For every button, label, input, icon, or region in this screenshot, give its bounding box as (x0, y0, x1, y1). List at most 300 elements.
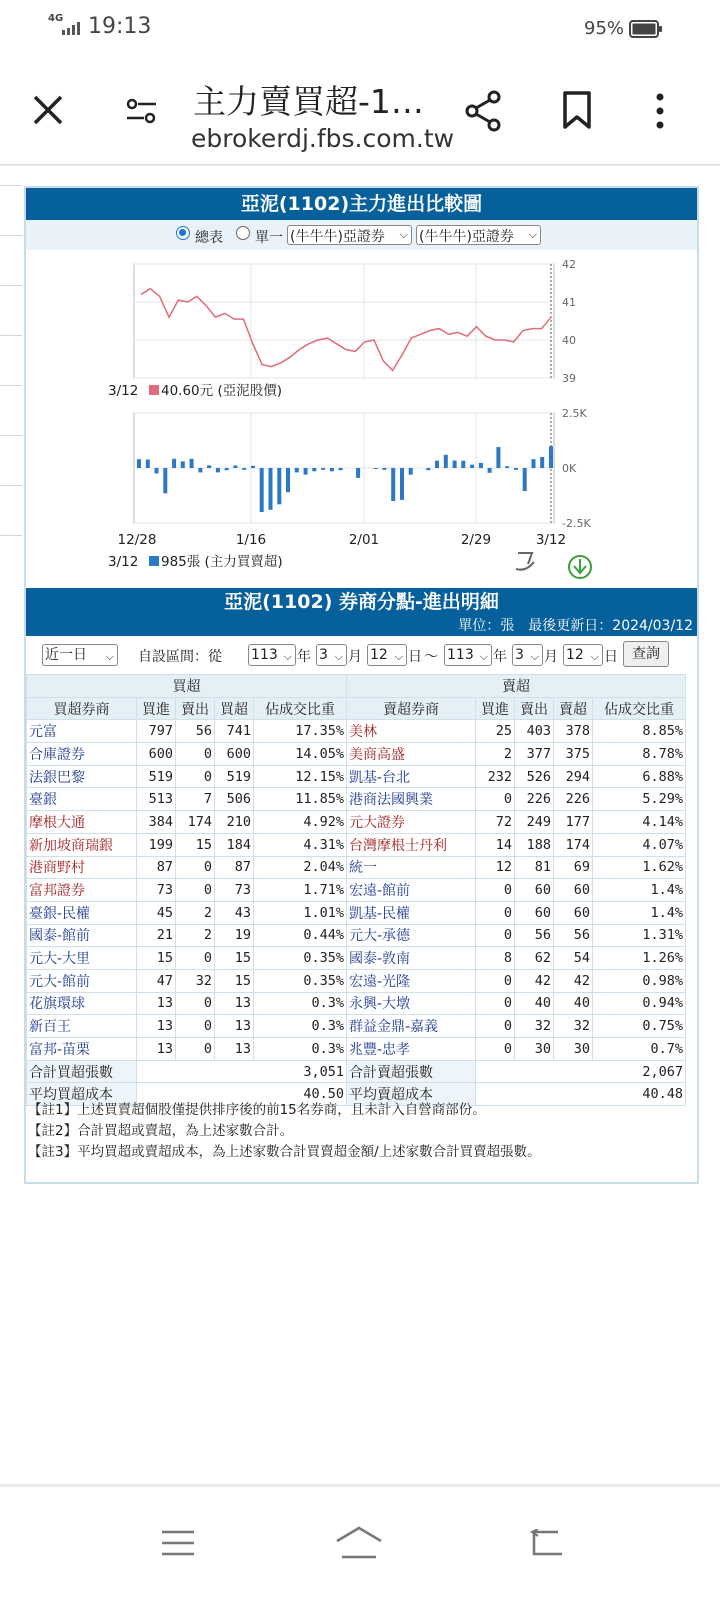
table-row (27, 901, 686, 924)
sell-bought: 14 (476, 833, 515, 856)
buy-share: 0.3% (254, 1015, 347, 1038)
sell-net: 375 (554, 743, 593, 766)
system-nav-bar (0, 1484, 720, 1600)
volume-bar (339, 468, 343, 470)
avg-cost-row-buy-value: 40.50 (137, 1083, 347, 1106)
volume-bar (505, 466, 509, 468)
price-legend-date: 3/12 (108, 383, 139, 399)
table-row (27, 969, 686, 992)
page-title: 主力賣買超-1… (193, 82, 424, 121)
sell-bought: 0 (476, 1015, 515, 1038)
page-divider (0, 535, 22, 536)
from-month-value: 3 (319, 647, 328, 663)
buy-net: 19 (215, 924, 254, 947)
sell-share: 1.4% (593, 879, 686, 902)
buy-broker-link[interactable]: 元富 (27, 720, 137, 743)
chart-panel-title: 亞泥(1102)主力進出比較圖 (26, 188, 697, 220)
volume-bar (409, 468, 413, 475)
buy-bought: 797 (137, 720, 176, 743)
chevron-down-icon: ⌵ (394, 650, 403, 663)
from-year-select[interactable] (248, 644, 296, 666)
volume-bar (260, 468, 264, 512)
sell-broker-link[interactable]: 統一 (347, 856, 476, 879)
sell-broker-link[interactable]: 群益金鼎-嘉義 (347, 1015, 476, 1038)
volume-bar (330, 468, 334, 471)
buy-share: 0.35% (254, 969, 347, 992)
sell-bought: 72 (476, 811, 515, 834)
sell-sold: 62 (515, 947, 554, 970)
chevron-down-icon: ⌵ (105, 650, 114, 663)
sell-broker-link[interactable]: 宏遠-光隆 (347, 969, 476, 992)
sell-sold: 30 (515, 1038, 554, 1061)
page-url[interactable]: ebrokerdj.fbs.com.tw (191, 124, 455, 153)
volume-bar (295, 468, 299, 472)
chevron-down-icon: ⌵ (283, 650, 292, 663)
sell-net: 69 (554, 856, 593, 879)
sell-broker-link[interactable]: 宏遠-館前 (347, 879, 476, 902)
sell-sold: 60 (515, 901, 554, 924)
buy-bought: 600 (137, 743, 176, 766)
buy-share: 1.01% (254, 901, 347, 924)
sell-net: 174 (554, 833, 593, 856)
table-row (27, 924, 686, 947)
from-year-value: 113 (251, 647, 278, 663)
buy-column-header: 佔成交比重 (254, 697, 347, 720)
buy-broker-link[interactable]: 法銀巴黎 (27, 765, 137, 788)
sell-broker-link[interactable]: 美商高盛 (347, 743, 476, 766)
sell-broker-link[interactable]: 元大-承德 (347, 924, 476, 947)
volume-bar (198, 468, 202, 472)
sell-share: 0.75% (593, 1015, 686, 1038)
volume-bar (155, 468, 159, 474)
radio-all-label: 總表 (195, 230, 223, 246)
buy-net: 13 (215, 992, 254, 1015)
volume-legend-date: 3/12 (108, 554, 139, 570)
chevron-down-icon: ⌵ (530, 650, 539, 663)
broker-select-2[interactable] (416, 225, 541, 245)
battery-percent: 95% (584, 18, 625, 39)
total-row-sell-label: 合計賣超張數 (347, 1060, 476, 1083)
sell-net: 56 (554, 924, 593, 947)
price-legend-value: 40.60元 (亞泥股價) (161, 383, 282, 399)
buy-broker-link[interactable]: 臺銀-民權 (27, 901, 137, 924)
buy-share: 1.71% (254, 879, 347, 902)
month-unit: 月 (348, 649, 362, 665)
site-settings-icon[interactable] (124, 96, 160, 126)
volume-bar (225, 468, 229, 470)
x-tick-label: 3/12 (535, 532, 567, 548)
page-divider (0, 485, 22, 486)
buy-sold: 0 (176, 1015, 215, 1038)
buy-share: 4.31% (254, 833, 347, 856)
sell-broker-link[interactable]: 永興-大墩 (347, 992, 476, 1015)
sell-bought: 12 (476, 856, 515, 879)
buy-share: 0.35% (254, 947, 347, 970)
footnotes (26, 1100, 697, 1163)
buy-bought: 87 (137, 856, 176, 879)
buy-broker-link[interactable]: 新百王 (27, 1015, 137, 1038)
sell-column-header: 佔成交比重 (593, 697, 686, 720)
buy-net: 519 (215, 765, 254, 788)
period-select[interactable] (42, 644, 118, 666)
table-row (27, 856, 686, 879)
buy-bought: 15 (137, 947, 176, 970)
volume-bar (277, 468, 281, 504)
volume-bar (242, 468, 246, 470)
price-y-tick-label: 41 (562, 296, 576, 309)
sell-net: 40 (554, 992, 593, 1015)
sell-bought: 0 (476, 924, 515, 947)
broker-select-1-value: (牛牛牛)亞證券 (290, 229, 385, 245)
volume-y-tick-label: 0K (562, 462, 577, 475)
buy-net: 506 (215, 788, 254, 811)
buy-broker-link[interactable]: 花旗環球 (27, 992, 137, 1015)
page-divider (0, 235, 22, 236)
sell-sold: 32 (515, 1015, 554, 1038)
sell-group-header: 賣超 (347, 675, 686, 698)
buy-broker-link[interactable]: 港商野村 (27, 856, 137, 879)
sell-sold: 40 (515, 992, 554, 1015)
buy-share: 2.04% (254, 856, 347, 879)
volume-bar (479, 463, 483, 468)
volume-bar (163, 468, 167, 493)
radio-single[interactable] (236, 226, 250, 240)
buy-bought: 13 (137, 992, 176, 1015)
volume-bar (269, 468, 273, 510)
broker-select-2-value: (牛牛牛)亞證券 (419, 229, 514, 245)
sell-net: 32 (554, 1015, 593, 1038)
recent-apps-icon[interactable] (160, 1529, 196, 1557)
volume-bar (304, 468, 308, 475)
signal-icon (62, 22, 82, 36)
note-1: 【註1】上述買賣超個股僅提供排序後的前15名券商，且未計入自營商部份。 (28, 1102, 486, 1118)
sell-share: 5.29% (593, 788, 686, 811)
sell-sold: 377 (515, 743, 554, 766)
sell-net: 294 (554, 765, 593, 788)
buy-column-header: 買超 (215, 697, 254, 720)
price-y-tick-label: 40 (562, 334, 576, 347)
volume-bar (286, 468, 290, 492)
volume-bar (453, 461, 457, 469)
volume-bar (137, 459, 141, 468)
buy-sold: 0 (176, 1038, 215, 1061)
range-separator: ～ (424, 649, 438, 665)
volume-bar (321, 468, 325, 470)
sell-sold: 526 (515, 765, 554, 788)
volume-bar (356, 468, 360, 478)
sell-sold: 56 (515, 924, 554, 947)
buy-net: 210 (215, 811, 254, 834)
buy-share: 0.3% (254, 992, 347, 1015)
total-row-buy-value: 3,051 (137, 1060, 347, 1083)
price-y-axis (562, 258, 576, 385)
buy-net: 184 (215, 833, 254, 856)
total-row-buy-label: 合計買超張數 (27, 1060, 137, 1083)
table-row (27, 743, 686, 766)
avg-cost-row-buy-label: 平均買超成本 (27, 1083, 137, 1106)
sell-net: 60 (554, 879, 593, 902)
status-bar (0, 0, 720, 56)
buy-bought: 47 (137, 969, 176, 992)
buy-share: 0.44% (254, 924, 347, 947)
to-year-value: 113 (447, 647, 474, 663)
sell-share: 1.4% (593, 901, 686, 924)
volume-bar (532, 459, 536, 468)
from-day-select[interactable] (367, 644, 407, 666)
sell-share: 4.07% (593, 833, 686, 856)
radio-single-label: 單一 (255, 230, 283, 246)
buy-column-header: 買進 (137, 697, 176, 720)
sell-share: 0.94% (593, 992, 686, 1015)
radio-all[interactable] (176, 226, 190, 240)
buy-bought: 13 (137, 1038, 176, 1061)
table-row (27, 811, 686, 834)
to-month-select[interactable] (512, 644, 543, 666)
main-chart (26, 250, 697, 588)
page-divider (0, 335, 22, 336)
page-divider (0, 385, 22, 386)
back-icon[interactable] (528, 1529, 564, 1557)
volume-legend-swatch (149, 556, 159, 566)
sell-sold: 249 (515, 811, 554, 834)
download-icon[interactable] (569, 556, 591, 578)
volume-bar (461, 461, 465, 468)
volume-bar (470, 465, 474, 468)
sell-bought: 8 (476, 947, 515, 970)
chevron-down-icon: ⌵ (334, 650, 343, 663)
buy-sold: 0 (176, 765, 215, 788)
buy-column-header: 買超券商 (27, 697, 137, 720)
buy-sold: 0 (176, 992, 215, 1015)
buy-bought: 384 (137, 811, 176, 834)
buy-broker-link[interactable]: 合庫證券 (27, 743, 137, 766)
chevron-down-icon: ⌵ (479, 650, 488, 663)
buy-net: 43 (215, 901, 254, 924)
buy-broker-link[interactable]: 國泰-館前 (27, 924, 137, 947)
column-headers (27, 697, 686, 720)
sell-sold: 60 (515, 879, 554, 902)
buy-net: 15 (215, 969, 254, 992)
x-tick-label: 2/29 (460, 532, 492, 548)
buy-sold: 32 (176, 969, 215, 992)
table-row (27, 947, 686, 970)
buy-net: 87 (215, 856, 254, 879)
sell-bought: 0 (476, 901, 515, 924)
volume-y-axis (562, 407, 591, 530)
buy-share: 17.35% (254, 720, 347, 743)
price-y-tick-label: 42 (562, 258, 576, 271)
sell-broker-link[interactable]: 元大證券 (347, 811, 476, 834)
buy-broker-link[interactable]: 元大-大里 (27, 947, 137, 970)
network-type: 4G (48, 13, 64, 24)
volume-bar (251, 466, 255, 468)
sell-bought: 2 (476, 743, 515, 766)
clock: 19:13 (88, 14, 152, 39)
sell-bought: 0 (476, 969, 515, 992)
volume-bar (496, 447, 500, 468)
sell-broker-link[interactable]: 台灣摩根士丹利 (347, 833, 476, 856)
sell-share: 6.88% (593, 765, 686, 788)
chevron-down-icon: ⌵ (399, 228, 408, 241)
note-2: 【註2】合計買超或賣超，為上述家數合計。 (28, 1123, 294, 1139)
buy-sold: 174 (176, 811, 215, 834)
volume-bar (391, 468, 395, 501)
volume-bar (488, 468, 492, 473)
sell-share: 1.31% (593, 924, 686, 947)
table-row (27, 879, 686, 902)
buy-broker-link[interactable]: 富邦-苗栗 (27, 1038, 137, 1061)
volume-bar (523, 468, 527, 491)
buy-sold: 0 (176, 743, 215, 766)
x-axis-ticks (118, 532, 567, 548)
volume-bar (233, 465, 237, 468)
price-chart (108, 258, 576, 399)
buy-net: 600 (215, 743, 254, 766)
sell-broker-link[interactable]: 兆豐-忠孝 (347, 1038, 476, 1061)
day-unit: 日 (604, 649, 618, 665)
buy-bought: 519 (137, 765, 176, 788)
volume-legend-value: 985張 (主力買賣超) (161, 554, 283, 570)
broker-select-1[interactable] (287, 225, 412, 245)
buy-net: 13 (215, 1038, 254, 1061)
volume-bar (426, 468, 430, 470)
custom-range-label: 自設區間：從 (138, 649, 222, 665)
buy-column-header: 賣出 (176, 697, 215, 720)
volume-y-tick-label: -2.5K (562, 517, 591, 530)
avg-cost-row-sell-value: 40.48 (476, 1083, 686, 1106)
sell-broker-link[interactable]: 國泰-敦南 (347, 947, 476, 970)
volume-bar (540, 457, 544, 468)
volume-bar (382, 468, 386, 470)
buy-bought: 199 (137, 833, 176, 856)
detail-unit-updated: 單位：張 最後更新日：2024/03/12 (26, 616, 697, 636)
sell-broker-link[interactable]: 凱基-台北 (347, 765, 476, 788)
volume-bar (400, 468, 404, 500)
sell-bought: 0 (476, 879, 515, 902)
volume-bar (514, 468, 518, 470)
more-menu-icon[interactable] (654, 92, 666, 130)
sell-column-header: 賣超券商 (347, 697, 476, 720)
buy-broker-link[interactable]: 元大-館前 (27, 969, 137, 992)
sell-broker-link[interactable]: 美林 (347, 720, 476, 743)
detail-title: 亞泥(1102) 券商分點-進出明細 (26, 588, 697, 616)
sell-share: 8.78% (593, 743, 686, 766)
to-year-select[interactable] (444, 644, 492, 666)
buy-share: 12.15% (254, 765, 347, 788)
buy-broker-link[interactable]: 摩根大通 (27, 811, 137, 834)
table-row (27, 1015, 686, 1038)
buy-sold: 0 (176, 879, 215, 902)
query-button[interactable]: 查詢 (623, 641, 669, 667)
buy-sold: 0 (176, 947, 215, 970)
buy-broker-link[interactable]: 臺銀 (27, 788, 137, 811)
buy-sold: 7 (176, 788, 215, 811)
buy-share: 0.3% (254, 1038, 347, 1061)
sell-sold: 42 (515, 969, 554, 992)
table-row (27, 720, 686, 743)
year-unit: 年 (297, 649, 311, 665)
buy-bought: 21 (137, 924, 176, 947)
sell-broker-link[interactable]: 港商法國興業 (347, 788, 476, 811)
chart-controls (26, 220, 697, 250)
volume-bar (172, 459, 176, 468)
sell-share: 1.26% (593, 947, 686, 970)
volume-bar (549, 446, 553, 468)
sell-broker-link[interactable]: 凱基-民權 (347, 901, 476, 924)
buy-bought: 13 (137, 1015, 176, 1038)
broker-table (26, 674, 686, 1106)
buy-broker-link[interactable]: 新加坡商瑞銀 (27, 833, 137, 856)
table-row (27, 1038, 686, 1061)
sell-sold: 81 (515, 856, 554, 879)
buy-sold: 15 (176, 833, 215, 856)
table-row (27, 992, 686, 1015)
bookmark-icon[interactable] (562, 90, 592, 130)
from-day-value: 12 (370, 647, 388, 663)
buy-bought: 45 (137, 901, 176, 924)
volume-bar (312, 468, 316, 471)
broker-widget (24, 186, 699, 1184)
volume-bar (190, 459, 194, 468)
sell-bought: 0 (476, 992, 515, 1015)
volume-bar (435, 461, 439, 468)
buy-group-header: 買超 (27, 675, 347, 698)
price-legend-swatch (149, 385, 159, 395)
sell-net: 30 (554, 1038, 593, 1061)
close-icon[interactable] (32, 94, 64, 126)
sell-net: 60 (554, 901, 593, 924)
table-row (27, 788, 686, 811)
sell-column-header: 賣出 (515, 697, 554, 720)
home-icon[interactable] (334, 1525, 384, 1561)
volume-chart (108, 407, 591, 578)
volume-bar (216, 468, 220, 472)
sell-net: 42 (554, 969, 593, 992)
buy-net: 73 (215, 879, 254, 902)
month-unit: 月 (544, 649, 558, 665)
sell-share: 0.98% (593, 969, 686, 992)
buy-share: 14.05% (254, 743, 347, 766)
sell-bought: 232 (476, 765, 515, 788)
chevron-down-icon: ⌵ (590, 650, 599, 663)
sell-net: 177 (554, 811, 593, 834)
buy-sold: 56 (176, 720, 215, 743)
sell-column-header: 買進 (476, 697, 515, 720)
to-day-select[interactable] (563, 644, 603, 666)
table-row (27, 765, 686, 788)
buy-net: 13 (215, 1015, 254, 1038)
sell-net: 226 (554, 788, 593, 811)
day-unit: 日 (408, 649, 422, 665)
buy-share: 11.85% (254, 788, 347, 811)
volume-bar (207, 465, 211, 468)
sell-bought: 25 (476, 720, 515, 743)
from-month-select[interactable] (316, 644, 347, 666)
volume-bar (374, 468, 378, 469)
buy-sold: 0 (176, 856, 215, 879)
volume-bar (146, 460, 150, 468)
buy-bought: 513 (137, 788, 176, 811)
share-icon[interactable] (464, 90, 502, 132)
date-filter (26, 636, 697, 674)
buy-broker-link[interactable]: 富邦證券 (27, 879, 137, 902)
sell-share: 8.85% (593, 720, 686, 743)
sell-share: 1.62% (593, 856, 686, 879)
to-day-value: 12 (566, 647, 584, 663)
reset-zoom-icon[interactable] (516, 553, 534, 570)
sell-sold: 188 (515, 833, 554, 856)
sell-column-header: 賣超 (554, 697, 593, 720)
